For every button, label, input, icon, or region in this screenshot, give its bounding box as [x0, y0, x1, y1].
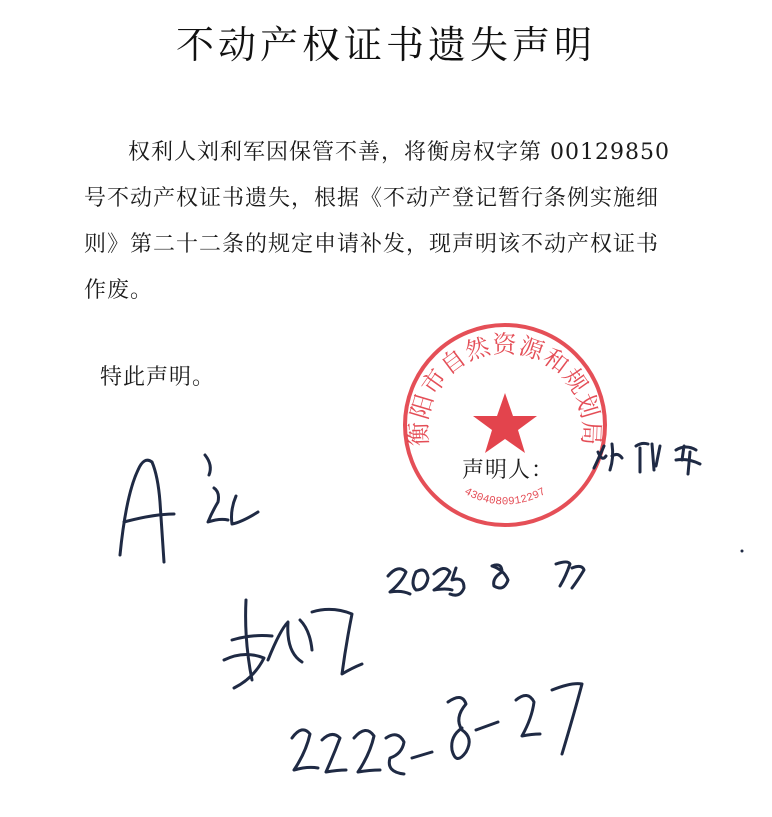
statement-line-2: 号不动产权证书遗失，根据《不动产登记暂行条例实施细	[84, 186, 660, 211]
declarant-signature	[594, 443, 700, 474]
document-title: 不动产权证书遗失声明	[175, 23, 596, 67]
seal-text: 衡阳市自然资源和规划局	[405, 331, 605, 447]
seal-code: 4304080912297	[462, 486, 548, 509]
ink-dot	[741, 550, 744, 553]
left-signature	[120, 455, 258, 562]
statement-line-1: 权利人刘利军因保管不善，将衡房权字第 00129850	[128, 140, 670, 165]
handwritten-date	[388, 562, 584, 595]
closing-text: 特此声明。	[100, 365, 216, 390]
statement-line-3: 则》第二十二条的规定申请补发，现声明该不动产权证书	[84, 232, 660, 257]
second-handwritten-date	[292, 684, 582, 774]
second-signature	[224, 600, 362, 688]
statement-line-4: 作废。	[84, 278, 154, 303]
declarant-label: 声明人：	[462, 458, 555, 483]
